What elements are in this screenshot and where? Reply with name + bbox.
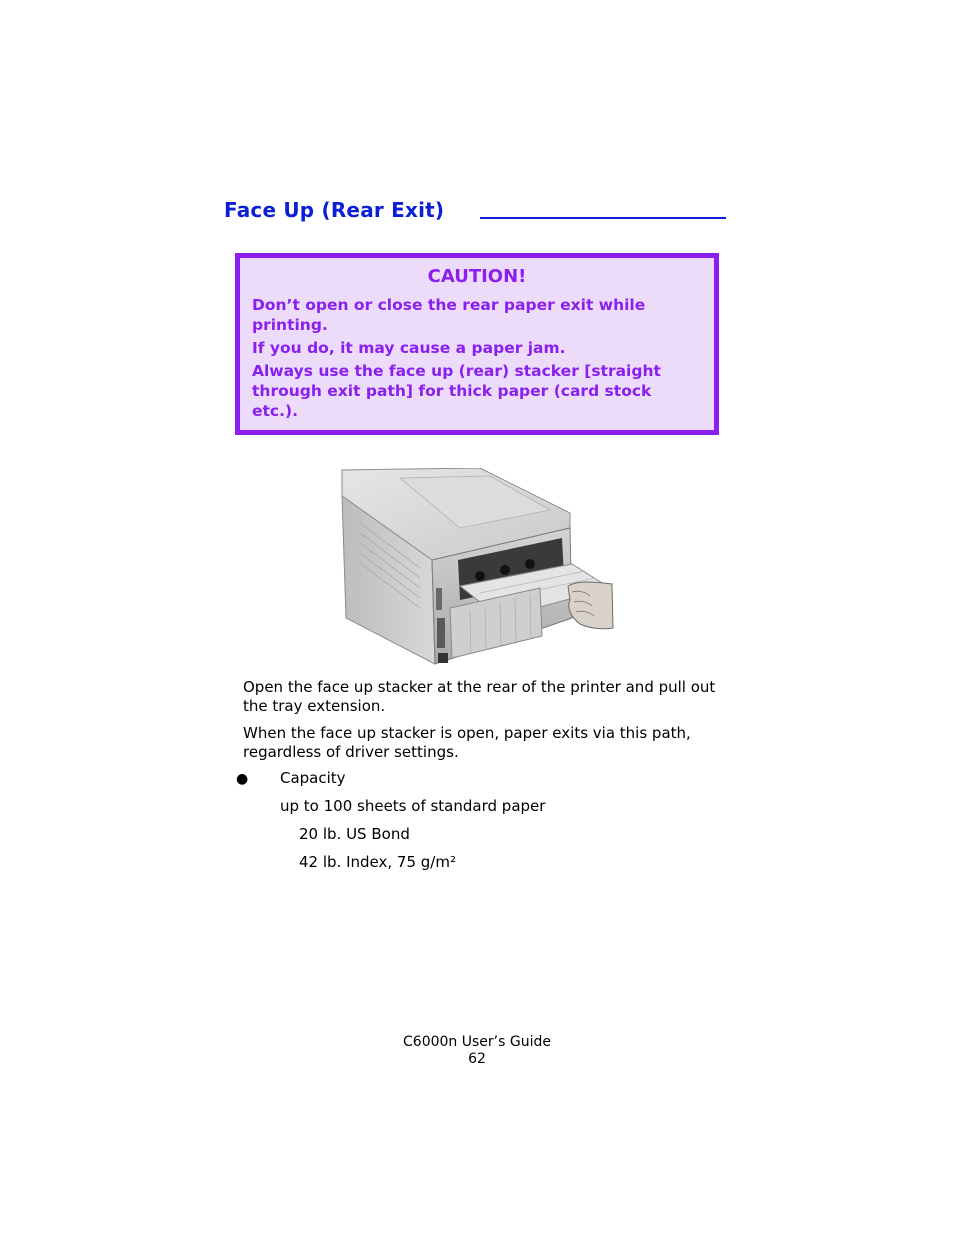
- caution-line-1: Don’t open or close the rear paper exit while printing.: [252, 296, 646, 334]
- printer-rear-exit-photo: [340, 468, 614, 665]
- caution-line-3: Always use the face up (rear) stacker [straight through exit path] for thick paper (card stock etc.).: [252, 362, 661, 420]
- spec-line-bond: 20 lb. US Bond: [299, 825, 410, 843]
- section-heading: Face Up (Rear Exit): [224, 198, 445, 222]
- caution-box: [235, 253, 719, 435]
- footer-page-number: 62: [468, 1051, 486, 1067]
- footer-guide-title: C6000n User’s Guide: [403, 1034, 551, 1050]
- capacity-value: up to 100 sheets of standard paper: [280, 797, 546, 815]
- bullet-dot-icon: ●: [236, 771, 249, 787]
- caution-line-2: If you do, it may cause a paper jam.: [252, 339, 566, 357]
- caution-title: CAUTION!: [427, 266, 527, 287]
- spec-line-index: 42 lb. Index, 75 g/m²: [299, 853, 456, 871]
- heading-underline-rule: [480, 217, 726, 219]
- paragraph-exit-path: When the face up stacker is open, paper exits via this path, regardless of driver settings.: [243, 724, 691, 761]
- paragraph-open-stacker: Open the face up stacker at the rear of the printer and pull out the tray extension.: [243, 678, 716, 715]
- bullet-capacity: Capacity: [280, 769, 346, 787]
